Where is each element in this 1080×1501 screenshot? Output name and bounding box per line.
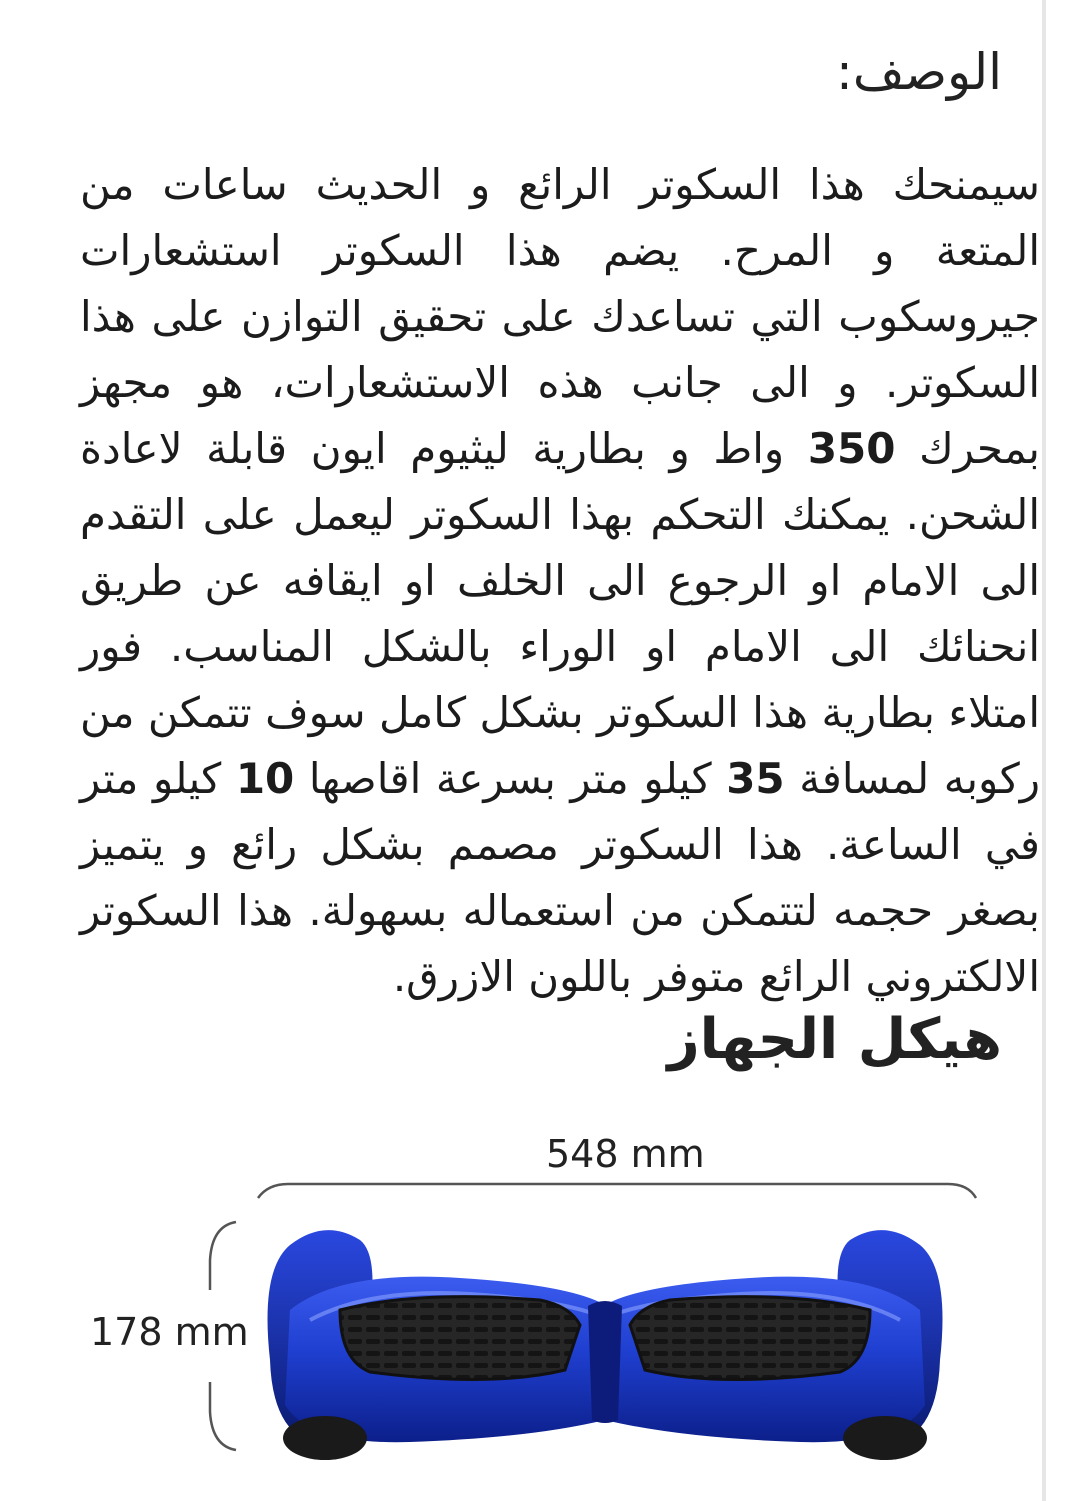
- description-paragraph: [80, 152, 1040, 1010]
- truncated-next-line: [102, 1484, 1002, 1501]
- hoverboard-scooter-icon: [268, 1230, 943, 1460]
- description-part-1: سيمنحك هذا السكوتر الرائع و الحديث ساعات من المتعة و المرح. يضم هذا السكوتر استشعارات جيروسكوب التي تساعدك على تحقيق التوازن على هذا السكوتر. و الى جانب هذه الاستشعارات، هو مجهز بمحرك: [80, 160, 1040, 473]
- description-part-3: كيلو متر بسرعة اقاصها: [294, 754, 727, 803]
- height-dimension-line-lower: [210, 1382, 236, 1450]
- page-edge-divider: [1042, 0, 1046, 1501]
- description-text: [80, 152, 1040, 1001]
- height-dimension-label: 178 mm: [90, 1310, 249, 1354]
- hoverboard-diagram: [40, 1120, 1010, 1480]
- device-structure-heading: هيكل الجهاز: [667, 1007, 1002, 1072]
- width-dimension-label: 548 mm: [546, 1132, 705, 1176]
- max-speed-value: 10: [235, 754, 295, 803]
- description-heading: الوصف:: [835, 43, 1002, 101]
- height-dimension-line: [210, 1222, 236, 1290]
- width-dimension-line: [258, 1184, 976, 1198]
- motor-power-value: 350: [807, 424, 896, 473]
- range-value: 35: [726, 754, 785, 803]
- description-part-4: كيلو متر في الساعة. هذا السكوتر مصمم بشكل رائع و يتميز بصغر حجمه لتتمكن من استعماله بسهولة. هذا السكوتر الالكتروني الرائع متوفر باللون الازرق.: [80, 754, 1040, 1001]
- description-part-2: واط و بطارية ليثيوم ايون قابلة لاعادة الشحن. يمكنك التحكم بهذا السكوتر ليعمل على التقدم الى الامام او الرجوع الى الخلف او ايقافه عن طريق انحنائك الى الامام او الوراء بالشكل المناسب. فور امتلاء بطارية هذا السكوتر بشكل كامل سوف تتمكن من ركوبه لمسافة: [80, 424, 1040, 803]
